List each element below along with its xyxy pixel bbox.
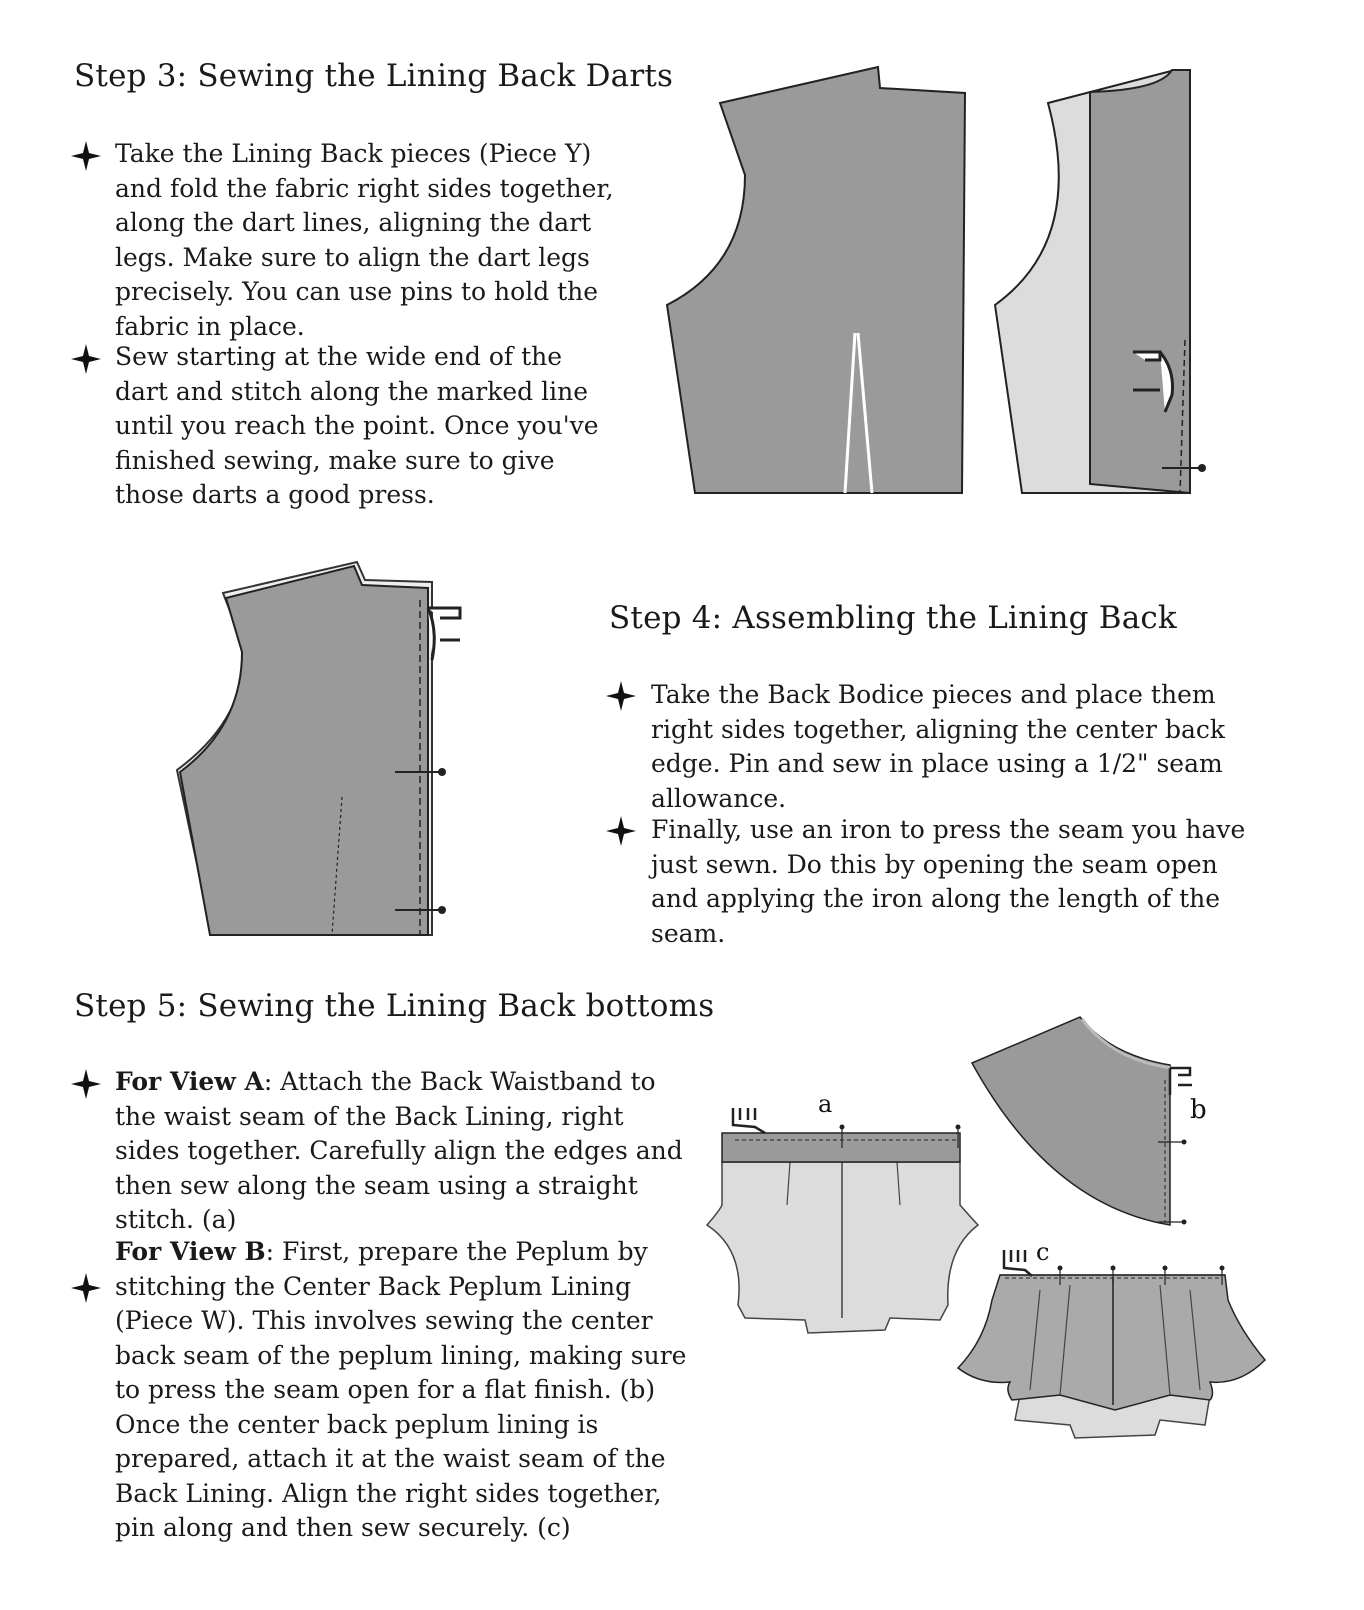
presser-foot-icon xyxy=(733,1108,765,1133)
four-point-star-icon xyxy=(605,815,637,847)
step3-illustration xyxy=(660,60,1220,510)
figure-label-c: c xyxy=(1036,1238,1050,1266)
step5-illustration xyxy=(700,1010,1280,1480)
step5-view-a xyxy=(115,1065,690,1238)
four-point-star-icon xyxy=(70,1272,102,1304)
figure-label-b: b xyxy=(1190,1095,1207,1125)
figure-a-waistband xyxy=(707,1090,978,1333)
back-lining-piece-open xyxy=(667,67,965,493)
step3-bullet-1: Take the Lining Back pieces (Piece Y) and fold the fabric right sides together, along the dart lines, aligning the dart legs. Make sure to align the dart legs precisely. You can use pins to hold the fabric in place. xyxy=(115,139,614,341)
step5-view-b xyxy=(115,1235,690,1546)
view-a-label: For View A xyxy=(115,1067,264,1096)
step4-illustration xyxy=(170,560,490,940)
view-b-text: : First, prepare the Peplum by stitching the Center Back Peplum Lining (Piece W). This involves sewing the center back seam of the peplum lining, making sure to press the seam open for a flat finish. (b) Once the center back peplum lining is prepared, attach it at the waist seam of the Back Lining. Align the right sides together, pin along and then sew securely. (c) xyxy=(115,1237,687,1542)
step3-bullet-2: Sew starting at the wide end of the dart and stitch along the marked line until you reach the point. Once you've finished sewing, make sure to give those darts a good press. xyxy=(115,342,599,509)
presser-foot-icon xyxy=(1004,1250,1032,1276)
four-point-star-icon xyxy=(70,140,102,172)
step3-title: Step 3: Sewing the Lining Back Darts xyxy=(74,58,674,94)
four-point-star-icon xyxy=(70,1068,102,1100)
step5-title: Step 5: Sewing the Lining Back bottoms xyxy=(74,988,715,1024)
figure-b-peplum xyxy=(972,1017,1207,1225)
figure-label-a: a xyxy=(818,1090,833,1118)
four-point-star-icon xyxy=(70,343,102,375)
four-point-star-icon xyxy=(605,680,637,712)
step4-bullet-1: Take the Back Bodice pieces and place them right sides together, aligning the center back edge. Pin and sew in place using a 1/2" seam allowance. xyxy=(651,680,1226,813)
view-b-label: For View B xyxy=(115,1237,266,1266)
presser-foot-icon xyxy=(1170,1068,1192,1095)
view-a-text: : Attach the Back Waistband to the waist seam of the Back Lining, right sides together. Carefully align the edges and then sew along the seam using a straight stitch. (a) xyxy=(115,1067,683,1234)
step4-bullet-2: Finally, use an iron to press the seam you have just sewn. Do this by opening the seam open and applying the iron along the length of the seam. xyxy=(651,815,1246,948)
figure-c-peplum-attached xyxy=(958,1238,1265,1438)
step4-title: Step 4: Assembling the Lining Back xyxy=(609,600,1177,636)
back-lining-piece-folded xyxy=(995,70,1206,493)
